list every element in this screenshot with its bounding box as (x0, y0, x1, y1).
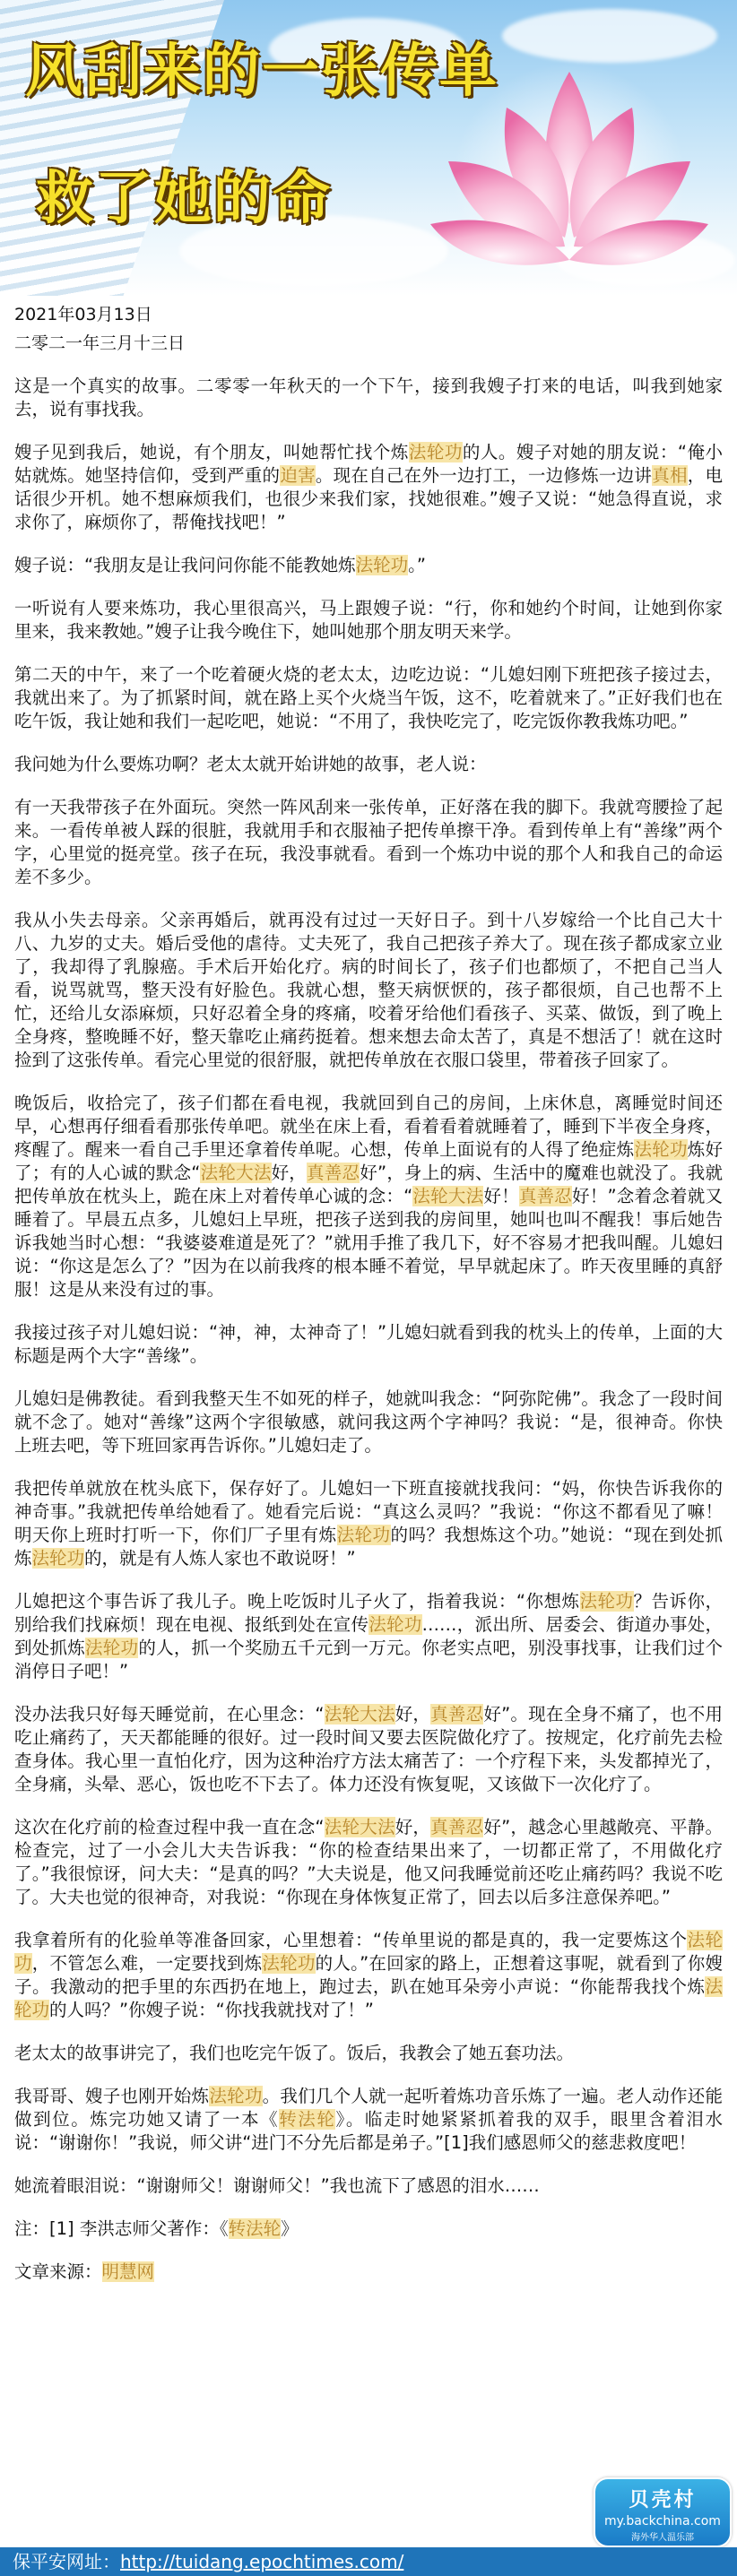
paragraph-text: 我哥哥、嫂子也刚开始炼 (14, 2086, 210, 2106)
article-paragraph (14, 1321, 723, 1368)
logo-name: 贝壳村 (629, 2489, 697, 2511)
article-paragraphs (14, 375, 723, 2198)
paragraph-text: 好， (395, 1817, 431, 1837)
highlighted-term[interactable]: 法轮功 (336, 1525, 391, 1545)
paragraph-text: 的人，抓一个奖励五千元到一万元。你老实点吧，别没事找事，让我们过个消停日子吧！” (14, 1638, 723, 1681)
paragraph-text: 。” (408, 555, 426, 575)
paragraph-text: 嫂子说：“我朋友是让我问问你能不能教她炼 (14, 555, 356, 575)
footer-label: 保平安网址： (13, 2551, 120, 2572)
note-book-title: 转法轮 (228, 2218, 282, 2239)
highlighted-term[interactable]: 法轮功 (355, 555, 409, 575)
article-paragraph (14, 1477, 723, 1570)
paragraph-text: 的人。嫂子对她的朋友说：“俺小姑就炼。她坚持信仰，受到严重的 (14, 442, 723, 486)
paragraph-text: 》。临走时她紧紧抓着我的双手，眼里含着泪水说：“谢谢你！”我说，师父讲“进门不分先后都是弟子。”[1]我们感恩师父的慈悲救度吧！ (14, 2109, 723, 2153)
highlighted-term[interactable]: 法轮功 (368, 1614, 422, 1635)
footer-bar (0, 2547, 737, 2576)
paragraph-text: 的人。”在回家的路上，正想着这事呢，就看到了你嫂子。我激动的把手里的东西扔在地上，跑过去，趴在她耳朵旁小声说：“你能帮我找个炼 (14, 1953, 723, 1997)
banner-title-line2: 救了她的命 (36, 166, 332, 232)
paragraph-text: 的人吗？”你嫂子说：“你找我就找对了！” (49, 2000, 374, 2020)
article-paragraph (14, 1703, 723, 1796)
highlighted-term[interactable]: 法轮功 (31, 1548, 85, 1569)
article-body (14, 303, 723, 2304)
paragraph-text: ，不管怎么难，一定要找到炼 (31, 1953, 263, 1974)
paragraph-text: 这是一个真实的故事。二零零一年秋天的一个下午，接到我嫂子打来的电话，叫我到她家去，说有事找我。 (14, 376, 723, 419)
highlighted-term[interactable]: 法轮功 (579, 1591, 634, 1612)
highlighted-term[interactable]: 法轮大法 (324, 1704, 395, 1725)
paragraph-text: 好！ (483, 1186, 519, 1206)
article-paragraph (14, 554, 723, 577)
footer-url-link[interactable]: http://tuidang.epochtimes.com/ (120, 2551, 404, 2572)
highlighted-term[interactable]: 真善忍 (518, 1186, 573, 1206)
paragraph-text: 好！”念着念着就又睡着了。早晨五点多，儿媳妇上早班，把孩子送到我的房间里，她叫也叫不醒我！事后她告诉我她当时心想：“我婆婆难道是死了？”就用手推了我几下，好不容易才把我叫醒。儿媳妇说：“你这是怎么了？”因为在以前我疼的根本睡不着觉，早早就起床了。昨天夜里睡的真舒服！这是从来没有过的事。 (14, 1186, 723, 1300)
paragraph-text: 好， (395, 1704, 431, 1725)
paragraph-text: 儿媳把这个事告诉了我儿子。晚上吃饭时儿子火了，指着我说：“你想炼 (14, 1591, 580, 1612)
article-paragraph (14, 2174, 723, 2198)
article-paragraph (14, 1387, 723, 1457)
note-prefix: 注：[1] 李洪志师父著作：《 (14, 2218, 229, 2239)
highlighted-term[interactable]: 法轮功 (634, 1139, 688, 1160)
highlighted-term[interactable]: 真善忍 (430, 1817, 484, 1837)
note-suffix: 》 (281, 2218, 299, 2239)
article-paragraph (14, 753, 723, 776)
paragraph-text: ……，派出所、居委会、街道办事处，到处抓炼 (14, 1614, 723, 1658)
article-note (14, 2217, 723, 2241)
paragraph-text: 的，就是有人炼人家也不敢说呀！” (84, 1548, 356, 1569)
highlighted-term[interactable]: 法轮功 (14, 1930, 723, 1974)
highlighted-term[interactable]: 真善忍 (307, 1163, 360, 1183)
highlighted-term[interactable]: 转法轮 (279, 2109, 336, 2130)
highlighted-term[interactable]: 法轮功 (14, 1976, 723, 2020)
paragraph-text: 好”，越念心里越敞亮、平静。检查完，过了一小会儿大夫告诉我：“你的检查结果出来了，一切都正常了，不用做化疗了。”我很惊讶，问大夫：“是真的吗？”大夫说是，他又问我睡觉前还吃止痛药吗？我说不吃了。大夫也觉的很神奇，对我说：“你现在身体恢复正常了，回去以后多注意保养吧。” (14, 1817, 723, 1907)
paragraph-text: 我拿着所有的化验单等准备回家，心里想着：“传单里说的都是真的，我一定要炼这个 (14, 1930, 688, 1950)
article-paragraph (14, 663, 723, 733)
paragraph-text: 没办法我只好每天睡觉前，在心里念：“ (14, 1704, 325, 1725)
article-date-chinese: 二零二一年三月十三日 (14, 333, 186, 353)
paragraph-text: 晚饭后，收拾完了，孩子们都在看电视，我就回到自己的房间，上床休息，离睡觉时间还早，心想再仔细看看那张传单吧。就坐在床上看，看着看着就睡着了，睡到下半夜全身疼，疼醒了。醒来一看自己手里还拿着传单呢。心想，传单上面说有的人得了绝症炼 (14, 1093, 723, 1160)
highlighted-term[interactable]: 法轮大法 (324, 1817, 395, 1837)
highlighted-term[interactable]: 法轮功 (209, 2086, 263, 2106)
paragraph-text: 的吗？我想炼这个功。”她说：“现在到处抓炼 (14, 1525, 723, 1569)
paragraph-text: ？告诉你，别给我们找麻烦！现在电视、报纸到处在宣传 (14, 1591, 723, 1635)
highlighted-term[interactable]: 法轮大法 (412, 1186, 484, 1206)
paragraph-text: 一听说有人要来炼功，我心里很高兴，马上跟嫂子说：“行，你和她约个时间，让她到你家里来，我来教她。”嫂子让我今晚住下，她叫她那个朋友明天来学。 (14, 598, 723, 642)
paragraph-text: 我把传单就放在枕头底下，保存好了。儿媳妇一下班直接就找我问：“妈，你快告诉我你的神奇事。”我就把传单给她看了。她看完后说：“真这么灵吗？”我说：“你这不都看见了嘛！明天你上班时打听一下，你们厂子里有炼 (14, 1478, 723, 1545)
header-banner (0, 0, 737, 296)
highlighted-term[interactable]: 真相 (652, 465, 688, 486)
backchina-logo[interactable] (594, 2477, 732, 2547)
paragraph-text: 炼好了；有的人心诚的默念“ (14, 1139, 723, 1183)
paragraph-text: 这次在化疗前的检查过程中我一直在念“ (14, 1817, 325, 1837)
paragraph-text: 我接过孩子对儿媳妇说：“神，神，太神奇了！”儿媳妇就看到我的枕头上的传单，上面的大标题是两个大字“善缘”。 (14, 1322, 723, 1366)
paragraph-text: 好”，身上的病、生活中的魔难也就没了。我就把传单放在枕头上，跪在床上对着传单心诚的念：“ (14, 1163, 723, 1206)
highlighted-term[interactable]: 真善忍 (430, 1704, 484, 1725)
highlighted-term[interactable]: 法轮功 (85, 1638, 139, 1658)
highlighted-term[interactable]: 法轮大法 (200, 1163, 272, 1183)
article-paragraph (14, 796, 723, 889)
paragraph-text: 有一天我带孩子在外面玩。突然一阵风刮来一张传单，正好落在我的脚下。我就弯腰捡了起来。一看传单被人踩的很脏，我就用手和衣服袖子把传单擦干净。看到传单上有“善缘”两个字，心里觉的挺亮堂。孩子在玩，我没事就看。看到一个炼功中说的那个人和我自己的命运差不多少。 (14, 797, 723, 887)
paragraph-text: 儿媳妇是佛教徒。看到我整天生不如死的样子，她就叫我念：“阿弥陀佛”。我念了一段时间就不念了。她对“善缘”这两个字很敏感，就问我这两个字神吗？我说：“是，很神奇。你快上班去吧，等下班回家再告诉你。”儿媳妇走了。 (14, 1388, 723, 1456)
highlighted-term[interactable]: 法轮功 (262, 1953, 316, 1974)
article-paragraph (14, 1929, 723, 2022)
article-paragraph (14, 441, 723, 534)
paragraph-text: 我从小失去母亲。父亲再婚后，就再没有过过一天好日子。到十八岁嫁给一个比自己大十八、九岁的丈夫。婚后受他的虐待。丈夫死了，我自己把孩子养大了。现在孩子都成家立业了，我却得了乳腺癌。手术后开始化疗。病的时间长了，孩子们也都烦了，不把自己当人看，说骂就骂，整天没有好脸色。我就心想，整天病恹恹的，孩子都很烦，自己也帮不上忙，还给儿女添麻烦，只好忍着全身的疼痛，咬着牙给他们看孩子、买菜、做饭，到了晚上全身疼，整晚睡不好，整天靠吃止痛药挺着。想来想去命太苦了，真是不想活了！就在这时捡到了这张传单。看完心里觉的很舒服，就把传单放在衣服口袋里，带着孩子回家了。 (14, 910, 723, 1070)
article-paragraph (14, 597, 723, 644)
paragraph-text: 嫂子见到我后，她说，有个朋友，叫她帮忙找个炼 (14, 442, 409, 462)
paragraph-text: 她流着眼泪说：“谢谢师父！谢谢师父！”我也流下了感恩的泪水…… (14, 2175, 540, 2196)
article-paragraph (14, 2042, 723, 2065)
article-source (14, 2260, 723, 2284)
paragraph-text: 好”。现在全身不痛了，也不用吃止痛药了，天天都能睡的很好。过一段时间又要去医院做化疗了。按规定，化疗前先去检查身体。我心里一直怕化疗，因为这种治疗方法太痛苦了：一个疗程下来，头发都掉光了，全身痛，头晕、恶心，饭也吃不下去了。体力还没有恢复呢，又该做下一次化疗了。 (14, 1704, 723, 1794)
article-paragraph (14, 1092, 723, 1301)
highlighted-term[interactable]: 法轮功 (408, 442, 463, 462)
paragraph-text: 第二天的中午，来了一个吃着硬火烧的老太太，边吃边说：“儿媳妇刚下班把孩子接过去，我就出来了。为了抓紧时间，就在路上买个火烧当午饭，这不，吃着就来了。”正好我们也在吃午饭，我让她和我们一起吃吧，她说：“不用了，我快吃完了，吃完饭你教我炼功吧。” (14, 664, 723, 731)
paragraph-text: 老太太的故事讲完了，我们也吃完午饭了。饭后，我教会了她五套功法。 (14, 2043, 575, 2063)
article-paragraph (14, 909, 723, 1072)
logo-tagline: 海外华人温乐部 (631, 2533, 694, 2543)
highlighted-term[interactable]: 迫害 (280, 465, 316, 486)
logo-url: my.backchina.com (604, 2514, 721, 2528)
article-paragraph (14, 375, 723, 421)
article-paragraph (14, 1590, 723, 1683)
article-paragraph (14, 1816, 723, 1909)
source-label: 文章来源： (14, 2261, 102, 2282)
paragraph-text: 好， (271, 1163, 308, 1183)
article-paragraph (14, 2085, 723, 2155)
paragraph-text: ，电话很少开机。她不想麻烦我们，也很少来我们家，找她很难。”嫂子又说：“她急得直说，求求你了，麻烦你了，帮俺找找吧！” (14, 465, 723, 532)
paragraph-text: 。现在自己在外一边打工，一边修炼一边讲 (315, 465, 653, 486)
paragraph-text: 。我们几个人就一起听着炼功音乐炼了一遍。老人动作还能做到位。炼完功她又请了一本《 (14, 2086, 723, 2130)
paragraph-text: 我问她为什么要炼功啊？老太太就开始讲她的故事，老人说： (14, 754, 487, 774)
article-date: 2021年03月13日 (14, 305, 152, 324)
banner-title-line1: 风刮来的一张传单 (25, 39, 499, 105)
source-link[interactable]: 明慧网 (101, 2261, 155, 2282)
